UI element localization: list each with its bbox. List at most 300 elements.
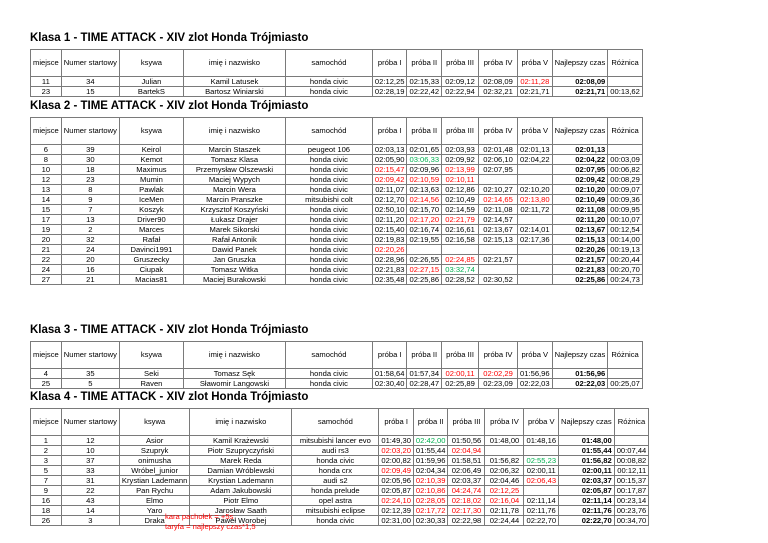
column-header-p1: próba I — [372, 342, 407, 369]
column-header-samochod: samochód — [285, 342, 372, 369]
cell-p4: 02:32,21 — [479, 87, 518, 97]
cell-imie: Dawid Panek — [183, 245, 285, 255]
cell-p2: 02:13,63 — [407, 185, 442, 195]
cell-numer: 43 — [61, 496, 119, 506]
cell-miejsce: 19 — [31, 225, 62, 235]
cell-p3: 03:32,74 — [442, 265, 479, 275]
cell-diff: 00:06,82 — [608, 165, 643, 175]
column-header-ksywa: ksywa — [119, 118, 183, 145]
cell-ksywa: Koszyk — [119, 205, 183, 215]
cell-imie: Jan Gruszka — [183, 255, 285, 265]
cell-miejsce: 27 — [31, 275, 62, 285]
cell-samochod: mitsubishi lancer evo — [292, 436, 379, 446]
cell-p2: 02:17,20 — [407, 215, 442, 225]
cell-ksywa: Gruszecky — [119, 255, 183, 265]
column-header-numer: Numer startowy — [61, 409, 119, 436]
cell-samochod: honda civic — [285, 235, 372, 245]
column-header-numer: Numer startowy — [61, 118, 119, 145]
cell-best: 02:21,83 — [552, 265, 608, 275]
cell-p2: 02:16,74 — [407, 225, 442, 235]
cell-p4 — [485, 446, 524, 456]
cell-numer: 13 — [61, 215, 119, 225]
results-table — [30, 117, 643, 285]
cell-ksywa: Krystian Lademann — [119, 476, 189, 486]
cell-ksywa: Marces — [119, 225, 183, 235]
cell-miejsce: 24 — [31, 265, 62, 275]
cell-numer: 18 — [61, 165, 119, 175]
cell-samochod: honda civic — [285, 155, 372, 165]
table-row — [31, 235, 643, 245]
section-title: Klasa 4 - TIME ATTACK - XIV zlot Honda Trójmiasto — [30, 391, 309, 403]
cell-p2: 02:42,00 — [413, 436, 448, 446]
cell-p2: 02:04,34 — [413, 466, 448, 476]
cell-p4: 02:04,46 — [485, 476, 524, 486]
cell-diff: 00:09,95 — [608, 205, 643, 215]
cell-samochod: audi rs3 — [292, 446, 379, 456]
cell-p4: 02:06,10 — [479, 155, 518, 165]
cell-p4: 02:10,27 — [479, 185, 518, 195]
column-header-p2: próba II — [407, 342, 442, 369]
cell-best: 02:11,08 — [552, 205, 608, 215]
cell-samochod: honda civic — [285, 165, 372, 175]
cell-samochod: honda civic — [292, 516, 379, 526]
cell-best: 02:11,76 — [559, 506, 615, 516]
cell-samochod: honda crx — [292, 466, 379, 476]
cell-p5 — [518, 275, 553, 285]
cell-p4: 01:48,00 — [485, 436, 524, 446]
results-table — [30, 408, 649, 526]
cell-p4: 01:56,82 — [485, 456, 524, 466]
cell-ksywa: Driver90 — [119, 215, 183, 225]
table-row — [31, 195, 643, 205]
column-header-p1: próba I — [372, 118, 407, 145]
cell-best: 02:07,95 — [552, 165, 608, 175]
cell-samochod: honda civic — [285, 255, 372, 265]
cell-best: 02:11,20 — [552, 215, 608, 225]
cell-p2: 02:19,55 — [407, 235, 442, 245]
cell-diff — [614, 436, 649, 446]
cell-p2: 02:26,55 — [407, 255, 442, 265]
cell-p3: 02:22,98 — [448, 516, 485, 526]
cell-best: 02:05,87 — [559, 486, 615, 496]
table-row — [31, 245, 643, 255]
column-header-imie: imię i nazwisko — [183, 50, 285, 77]
cell-p5: 02:01,13 — [518, 145, 553, 155]
cell-diff: 00:09,07 — [608, 185, 643, 195]
cell-miejsce: 12 — [31, 175, 62, 185]
table-row — [31, 215, 643, 225]
cell-miejsce: 25 — [31, 379, 62, 389]
column-header-best: Najlepszy czas — [552, 342, 608, 369]
cell-p3: 01:58,51 — [448, 456, 485, 466]
column-header-p2: próba II — [413, 409, 448, 436]
column-header-imie: imię i nazwisko — [183, 342, 285, 369]
cell-p3: 02:03,37 — [448, 476, 485, 486]
cell-imie: Marcin Pranszke — [183, 195, 285, 205]
column-header-p4: próba IV — [485, 409, 524, 436]
cell-diff: 00:23,14 — [614, 496, 649, 506]
cell-miejsce: 22 — [31, 255, 62, 265]
cell-ksywa: Szupryk — [119, 446, 189, 456]
cell-best: 02:22,03 — [552, 379, 608, 389]
cell-p4: 02:16,04 — [485, 496, 524, 506]
cell-diff — [608, 77, 643, 87]
cell-imie: Maciej Wypych — [183, 175, 285, 185]
cell-imie: Łukasz Drajer — [183, 215, 285, 225]
table-row — [31, 466, 649, 476]
cell-samochod: honda civic — [285, 265, 372, 275]
column-header-p3: próba III — [442, 118, 479, 145]
cell-diff: 00:09,36 — [608, 195, 643, 205]
cell-diff: 00:20,44 — [608, 255, 643, 265]
cell-p5 — [524, 486, 559, 496]
cell-p3: 02:00,11 — [442, 369, 479, 379]
cell-best: 02:13,67 — [552, 225, 608, 235]
cell-best: 02:01,13 — [552, 145, 608, 155]
column-header-imie: imię i nazwisko — [183, 118, 285, 145]
cell-imie: Krzysztof Koszyński — [183, 205, 285, 215]
cell-imie: Marek Sikorski — [183, 225, 285, 235]
table-row — [31, 77, 643, 87]
cell-diff: 00:10,07 — [608, 215, 643, 225]
cell-p5 — [518, 265, 553, 275]
cell-numer: 21 — [61, 275, 119, 285]
cell-samochod: honda civic — [285, 275, 372, 285]
cell-p1: 02:11,20 — [372, 215, 407, 225]
cell-p1: 02:19,83 — [372, 235, 407, 245]
cell-ksywa: Seki — [119, 369, 183, 379]
column-header-samochod: samochód — [285, 118, 372, 145]
cell-p3: 02:16,61 — [442, 225, 479, 235]
cell-p5: 01:56,96 — [518, 369, 553, 379]
column-header-numer: Numer startowy — [61, 342, 119, 369]
cell-imie: Tomasz Witka — [183, 265, 285, 275]
cell-p1: 02:28,19 — [372, 87, 407, 97]
cell-samochod: honda civic — [285, 205, 372, 215]
cell-diff: 00:13,62 — [608, 87, 643, 97]
cell-imie: Rafał Antonik — [183, 235, 285, 245]
cell-miejsce: 13 — [31, 185, 62, 195]
cell-samochod: honda civic — [285, 379, 372, 389]
cell-p4: 02:07,95 — [479, 165, 518, 175]
cell-p2: 01:59,96 — [413, 456, 448, 466]
cell-p4: 02:30,52 — [479, 275, 518, 285]
cell-diff: 00:24,73 — [608, 275, 643, 285]
cell-miejsce: 20 — [31, 235, 62, 245]
cell-imie: Tomasz Klasa — [183, 155, 285, 165]
cell-p1: 02:09,42 — [372, 175, 407, 185]
cell-p1: 02:12,70 — [372, 195, 407, 205]
table-row — [31, 205, 643, 215]
cell-numer: 33 — [61, 466, 119, 476]
cell-best: 02:22,70 — [559, 516, 615, 526]
cell-best: 02:21,57 — [552, 255, 608, 265]
cell-p1: 02:15,40 — [372, 225, 407, 235]
column-header-miejsce: miejsce — [31, 118, 62, 145]
cell-p2: 02:15,70 — [407, 205, 442, 215]
column-header-ksywa: ksywa — [119, 342, 183, 369]
header-row — [31, 409, 649, 436]
table-row — [31, 506, 649, 516]
cell-p1: 02:20,26 — [372, 245, 407, 255]
table-row — [31, 275, 643, 285]
cell-p4: 02:11,08 — [479, 205, 518, 215]
cell-miejsce: 3 — [31, 456, 62, 466]
cell-imie: Paweł Worobej — [190, 516, 292, 526]
cell-p5: 02:22,70 — [524, 516, 559, 526]
cell-imie: Krystian Lademann — [190, 476, 292, 486]
note-tariff: taryfa = najlepszy czas*1,5 — [165, 522, 256, 531]
cell-ksywa: onimusha — [119, 456, 189, 466]
cell-diff: 00:14,00 — [608, 235, 643, 245]
cell-p3: 04:24,74 — [448, 486, 485, 496]
cell-p4: 02:06,32 — [485, 466, 524, 476]
cell-p3: 02:14,59 — [442, 205, 479, 215]
cell-p1: 02:50,10 — [372, 205, 407, 215]
cell-p3: 02:25,89 — [442, 379, 479, 389]
note-penalty: kara pachołek = +5s — [165, 512, 234, 521]
table-row — [31, 436, 649, 446]
cell-p3: 02:06,49 — [448, 466, 485, 476]
column-header-p4: próba IV — [479, 50, 518, 77]
cell-p1: 02:05,87 — [379, 486, 414, 496]
cell-p2: 02:28,05 — [413, 496, 448, 506]
cell-p5 — [524, 446, 559, 456]
cell-best: 02:09,42 — [552, 175, 608, 185]
column-header-best: Najlepszy czas — [552, 118, 608, 145]
cell-p5: 02:00,11 — [524, 466, 559, 476]
cell-numer: 16 — [61, 265, 119, 275]
cell-samochod: honda civic — [285, 185, 372, 195]
cell-p1: 01:49,30 — [379, 436, 414, 446]
cell-best: 02:00,11 — [559, 466, 615, 476]
table-row — [31, 255, 643, 265]
cell-numer: 2 — [61, 225, 119, 235]
cell-p1: 02:05,90 — [372, 155, 407, 165]
cell-samochod: honda civic — [285, 369, 372, 379]
column-header-p1: próba I — [372, 50, 407, 77]
cell-imie: Przemysław Olszewski — [183, 165, 285, 175]
cell-samochod: honda civic — [285, 87, 372, 97]
cell-ksywa: Yaro — [119, 506, 189, 516]
cell-p1: 02:05,96 — [379, 476, 414, 486]
cell-diff: 00:12,11 — [614, 466, 649, 476]
cell-best: 02:25,86 — [552, 275, 608, 285]
cell-p2: 02:30,33 — [413, 516, 448, 526]
cell-numer: 5 — [61, 379, 119, 389]
cell-p5: 01:48,16 — [524, 436, 559, 446]
column-header-p3: próba III — [442, 342, 479, 369]
cell-p5 — [518, 245, 553, 255]
cell-samochod: mitsubishi eclipse — [292, 506, 379, 516]
cell-p4 — [479, 245, 518, 255]
column-header-p2: próba II — [407, 118, 442, 145]
column-header-diff: Różnica — [608, 342, 643, 369]
cell-imie: Damian Wróblewski — [190, 466, 292, 476]
cell-p3: 02:10,49 — [442, 195, 479, 205]
cell-p3: 02:04,94 — [448, 446, 485, 456]
cell-ksywa: Kemot — [119, 155, 183, 165]
cell-miejsce: 16 — [31, 496, 62, 506]
cell-best: 01:56,82 — [559, 456, 615, 466]
cell-p3 — [442, 245, 479, 255]
cell-p2: 02:22,42 — [407, 87, 442, 97]
header-row — [31, 50, 643, 77]
cell-ksywa: Ciupak — [119, 265, 183, 275]
cell-p2: 02:27,15 — [407, 265, 442, 275]
cell-p4: 02:21,57 — [479, 255, 518, 265]
cell-p4: 02:13,67 — [479, 225, 518, 235]
table-row — [31, 369, 643, 379]
column-header-diff: Różnica — [614, 409, 649, 436]
cell-miejsce: 2 — [31, 446, 62, 456]
cell-p5 — [518, 175, 553, 185]
cell-p4: 02:11,78 — [485, 506, 524, 516]
cell-ksywa: Maximus — [119, 165, 183, 175]
header-row — [31, 118, 643, 145]
cell-p5 — [518, 255, 553, 265]
cell-imie: Kamil Latusek — [183, 77, 285, 87]
cell-p2: 02:25,86 — [407, 275, 442, 285]
cell-miejsce: 9 — [31, 486, 62, 496]
cell-best: 02:08,09 — [552, 77, 608, 87]
cell-ksywa: Julian — [119, 77, 183, 87]
column-header-miejsce: miejsce — [31, 50, 62, 77]
cell-p1: 02:09,49 — [379, 466, 414, 476]
cell-numer: 8 — [61, 185, 119, 195]
cell-p5: 02:10,20 — [518, 185, 553, 195]
cell-p2: 02:10,86 — [413, 486, 448, 496]
section-klasa-3 — [30, 324, 643, 389]
cell-best: 02:10,49 — [552, 195, 608, 205]
cell-ksywa: Pawlak — [119, 185, 183, 195]
cell-imie: Kamil Krażewski — [190, 436, 292, 446]
column-header-p2: próba II — [407, 50, 442, 77]
column-header-samochod: samochód — [292, 409, 379, 436]
column-header-ksywa: ksywa — [119, 50, 183, 77]
cell-ksywa: Asior — [119, 436, 189, 446]
column-header-p5: próba V — [518, 118, 553, 145]
cell-p5: 02:11,14 — [524, 496, 559, 506]
column-header-ksywa: ksywa — [119, 409, 189, 436]
cell-p3: 02:24,85 — [442, 255, 479, 265]
cell-numer: 31 — [61, 476, 119, 486]
cell-p1: 02:03,13 — [372, 145, 407, 155]
cell-p4: 02:23,09 — [479, 379, 518, 389]
cell-diff: 00:15,37 — [614, 476, 649, 486]
cell-imie: Piotr Elmo — [190, 496, 292, 506]
cell-p1: 02:03,20 — [379, 446, 414, 456]
cell-imie: Tomasz Sęk — [183, 369, 285, 379]
cell-miejsce: 1 — [31, 436, 62, 446]
cell-samochod: honda civic — [285, 77, 372, 87]
cell-best: 02:10,20 — [552, 185, 608, 195]
cell-ksywa: Pan Rychu — [119, 486, 189, 496]
cell-best: 01:56,96 — [552, 369, 608, 379]
cell-p3: 02:17,30 — [448, 506, 485, 516]
cell-diff — [608, 369, 643, 379]
cell-miejsce: 21 — [31, 245, 62, 255]
table-row — [31, 145, 643, 155]
header-row — [31, 342, 643, 369]
cell-diff: 00:23,76 — [614, 506, 649, 516]
cell-p1: 02:15,47 — [372, 165, 407, 175]
cell-p2: 02:10,59 — [407, 175, 442, 185]
cell-ksywa: IceMen — [119, 195, 183, 205]
cell-p2 — [407, 245, 442, 255]
cell-numer: 32 — [61, 235, 119, 245]
cell-p1: 02:11,07 — [372, 185, 407, 195]
cell-imie: Marek Reda — [190, 456, 292, 466]
cell-miejsce: 7 — [31, 476, 62, 486]
cell-diff: 00:19,13 — [608, 245, 643, 255]
cell-p4: 02:08,09 — [479, 77, 518, 87]
column-header-p1: próba I — [379, 409, 414, 436]
cell-ksywa: Rafał — [119, 235, 183, 245]
cell-samochod: honda civic — [285, 245, 372, 255]
cell-p5: 02:13,80 — [518, 195, 553, 205]
cell-imie: Piotr Szupryczyński — [190, 446, 292, 456]
table-row — [31, 155, 643, 165]
cell-numer: 23 — [61, 175, 119, 185]
cell-miejsce: 26 — [31, 516, 62, 526]
cell-p2: 02:01,65 — [407, 145, 442, 155]
section-klasa-2 — [30, 100, 643, 285]
cell-imie: Maciej Burakowski — [183, 275, 285, 285]
cell-samochod: peugeot 106 — [285, 145, 372, 155]
cell-miejsce: 6 — [31, 145, 62, 155]
cell-p1: 02:21,83 — [372, 265, 407, 275]
column-header-miejsce: miejsce — [31, 409, 62, 436]
column-header-p5: próba V — [518, 342, 553, 369]
cell-p5: 02:06,43 — [524, 476, 559, 486]
cell-diff: 00:03,09 — [608, 155, 643, 165]
section-title: Klasa 3 - TIME ATTACK - XIV zlot Honda Trójmiasto — [30, 324, 309, 336]
column-header-p5: próba V — [518, 50, 553, 77]
cell-p5: 02:22,03 — [518, 379, 553, 389]
column-header-best: Najlepszy czas — [552, 50, 608, 77]
cell-p3: 02:09,92 — [442, 155, 479, 165]
section-title: Klasa 2 - TIME ATTACK - XIV zlot Honda Trójmiasto — [30, 100, 309, 112]
cell-diff: 00:08,82 — [614, 456, 649, 466]
column-header-miejsce: miejsce — [31, 342, 62, 369]
cell-diff: 00:08,29 — [608, 175, 643, 185]
cell-best: 01:48,00 — [559, 436, 615, 446]
column-header-p3: próba III — [442, 50, 479, 77]
cell-numer: 39 — [61, 145, 119, 155]
cell-numer: 30 — [61, 155, 119, 165]
cell-miejsce: 23 — [31, 87, 62, 97]
cell-p2: 02:28,47 — [407, 379, 442, 389]
cell-p3: 01:50,56 — [448, 436, 485, 446]
table-row — [31, 496, 649, 506]
cell-p3: 02:21,79 — [442, 215, 479, 225]
cell-p3: 02:28,52 — [442, 275, 479, 285]
cell-best: 02:15,13 — [552, 235, 608, 245]
cell-best: 02:21,71 — [552, 87, 608, 97]
cell-samochod: opel astra — [292, 496, 379, 506]
table-row — [31, 225, 643, 235]
results-table — [30, 341, 643, 389]
cell-p4: 02:14,65 — [479, 195, 518, 205]
cell-p3: 02:13,99 — [442, 165, 479, 175]
cell-miejsce: 18 — [31, 506, 62, 516]
cell-p1: 02:31,00 — [379, 516, 414, 526]
cell-numer: 7 — [61, 205, 119, 215]
cell-p5: 02:17,36 — [518, 235, 553, 245]
cell-best: 02:20,26 — [552, 245, 608, 255]
column-header-diff: Różnica — [608, 50, 643, 77]
